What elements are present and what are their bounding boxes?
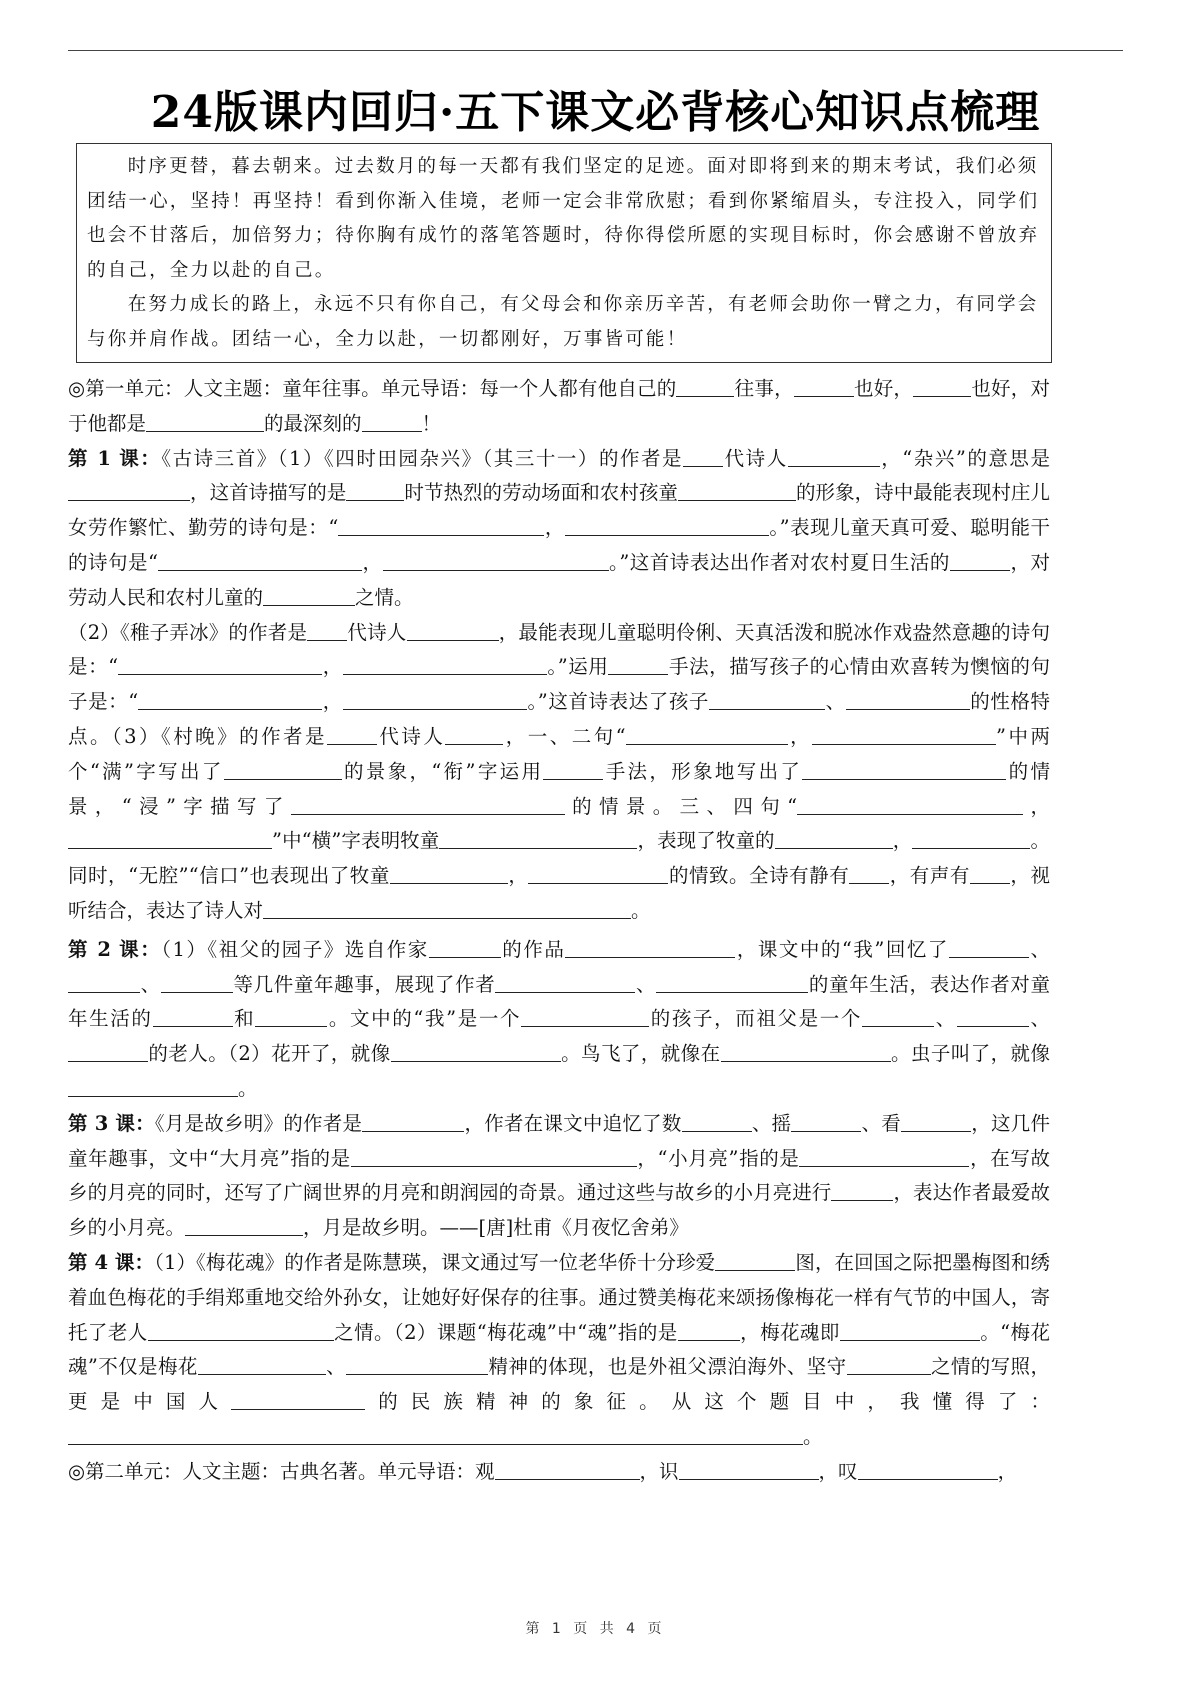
intro-paragraph: 在努力成长的路上，永远不只有你自己，有父母会和你亲历辛苦，有老师会助你一臂之力，有同学会与你并肩作战。团结一心，全力以赴，一切都刚好，万事皆可能！ — [87, 294, 1039, 350]
fill-blank[interactable] — [68, 1424, 803, 1445]
fill-blank[interactable] — [970, 864, 1010, 885]
fill-blank[interactable] — [138, 690, 322, 711]
unit1-section: ◎第一单元：人文主题：童年往事。单元导语：每一个人都有他自己的 往事， 也好， 也好，对于他都是 的最深刻的 ！ — [68, 377, 1050, 435]
lesson3-section: 第 3 课：《月是故乡明》的作者是 ，作者在课文中追忆了数 、摇 、看 ，这几件童年趣事，文中“大月亮”指的是 ，“小月亮”指的是 ，在写故乡的月亮的同时，还写了广阔世界的月亮和朗润园的奇景。通过这些与故乡的小月亮进行 ，表达作者最爱故乡的小月亮。 ，月是故乡明。——[唐]杜甫《月夜忆舍弟》 — [68, 1111, 1050, 1240]
fill-blank[interactable] — [682, 1111, 752, 1132]
fill-blank[interactable] — [794, 377, 854, 398]
fill-blank[interactable] — [521, 1007, 649, 1028]
fill-blank[interactable] — [343, 655, 547, 676]
intro-box — [76, 143, 1052, 363]
fill-blank[interactable] — [161, 972, 233, 993]
fill-blank[interactable] — [847, 1355, 931, 1376]
unit2-section: ◎第二单元：人文主题：古典名著。单元导语：观 ，识 ，叹 ， — [68, 1459, 1018, 1483]
fill-blank[interactable] — [543, 759, 603, 780]
fill-blank[interactable] — [721, 1042, 891, 1063]
intro-paragraph: 时序更替，暮去朝来。过去数月的每一天都有我们坚定的足迹。面对即将到来的期末考试，我们必须团结一心，坚持！再坚持！看到你渐入佳境，老师一定会非常欣慰；看到你紧缩眉头，专注投入，同学们也会不甘落后，加倍努力；待你胸有成竹的落笔答题时，待你得偿所愿的实现目标时，你会感谢不曾放弃的自己，全力以赴的自己。 — [87, 156, 1040, 281]
fill-blank[interactable] — [791, 1111, 861, 1132]
fill-blank[interactable] — [957, 1007, 1029, 1028]
fill-blank[interactable] — [656, 972, 808, 993]
fill-blank[interactable] — [715, 1250, 795, 1271]
fill-blank[interactable] — [775, 829, 893, 850]
fill-blank[interactable] — [840, 1320, 980, 1341]
fill-blank[interactable] — [565, 937, 735, 958]
fill-blank[interactable] — [307, 620, 347, 641]
fill-blank[interactable] — [68, 829, 272, 850]
fill-blank[interactable] — [429, 937, 501, 958]
fill-blank[interactable] — [338, 516, 544, 537]
fill-blank[interactable] — [263, 585, 355, 606]
fill-blank[interactable] — [678, 481, 796, 502]
lesson4-label: 第 4 课： — [68, 1250, 155, 1274]
fill-blank[interactable] — [118, 655, 322, 676]
fill-blank[interactable] — [950, 550, 1010, 571]
fill-blank[interactable] — [495, 1459, 640, 1480]
page-title: 24版课内回归·五下课文必背核心知识点梳理 — [150, 87, 1041, 138]
fill-blank[interactable] — [812, 724, 996, 745]
fill-blank[interactable] — [846, 690, 970, 711]
fill-blank[interactable] — [362, 1111, 464, 1132]
fill-blank[interactable] — [626, 724, 788, 745]
fill-blank[interactable] — [263, 898, 631, 919]
fill-blank[interactable] — [683, 446, 723, 467]
fill-blank[interactable] — [153, 1007, 233, 1028]
fill-blank[interactable] — [949, 937, 1029, 958]
fill-blank[interactable] — [678, 1320, 740, 1341]
fill-blank[interactable] — [351, 1146, 637, 1167]
fill-blank[interactable] — [802, 759, 1006, 780]
page-number: 第 1 页 共 4 页 — [525, 1621, 666, 1637]
fill-blank[interactable] — [679, 1459, 819, 1480]
fill-blank[interactable] — [383, 550, 609, 571]
fill-blank[interactable] — [799, 1146, 969, 1167]
fill-blank[interactable] — [797, 794, 1023, 815]
fill-blank[interactable] — [445, 724, 503, 745]
fill-blank[interactable] — [291, 794, 565, 815]
lesson3-label: 第 3 课： — [68, 1111, 155, 1135]
fill-blank[interactable] — [528, 864, 668, 885]
fill-blank[interactable] — [858, 1459, 998, 1480]
fill-blank[interactable] — [68, 972, 140, 993]
fill-blank[interactable] — [495, 972, 635, 993]
fill-blank[interactable] — [346, 1355, 488, 1376]
fill-blank[interactable] — [439, 829, 637, 850]
fill-blank[interactable] — [255, 1007, 327, 1028]
fill-blank[interactable] — [343, 690, 527, 711]
fill-blank[interactable] — [407, 620, 499, 641]
fill-blank[interactable] — [849, 864, 889, 885]
fill-blank[interactable] — [565, 516, 769, 537]
fill-blank[interactable] — [676, 377, 734, 398]
lesson1-label: 第 1 课： — [68, 446, 162, 470]
worksheet-body — [68, 372, 1050, 1490]
fill-blank[interactable] — [391, 1042, 561, 1063]
fill-blank[interactable] — [146, 411, 264, 432]
fill-blank[interactable] — [901, 1111, 971, 1132]
fill-blank[interactable] — [185, 1216, 303, 1237]
fill-blank[interactable] — [224, 759, 342, 780]
fill-blank[interactable] — [913, 377, 971, 398]
lesson2-label: 第 2 课： — [68, 937, 162, 961]
fill-blank[interactable] — [68, 1076, 238, 1097]
fill-blank[interactable] — [327, 724, 377, 745]
lesson1-section: 第 1 课：《古诗三首》（1）《四时田园杂兴》（其三十一）的作者是 代诗人 ，“杂兴”的意思是，这首诗描写的是 时节热烈的劳动场面和农村孩童 的形象，诗中最能表现村庄儿女劳作繁忙、勤劳的诗句是：“ ， 。”表现儿童天真可爱、聪明能干的诗句是“ ， 。”这首诗表达出作者对农村夏日生活的 ，对劳动人民和农村儿童的 之情。 （2）《稚子弄冰》的作者是 代诗人 ，最能表现儿童聪明伶俐、天真活泼和脱冰作戏盎然意趣的诗句是：“ ， 。”运用 手法，描写孩子的心情由欢喜转为懊恼的句子是：“ ， 。”这首诗表达了孩子 、 的性格特点。（3）《村晚》的作者是 代诗人 ，一、二句“ ， ”中两个“满”字写出了 的景象，“衔”字运用 手法，形象地写出了 的情景，“浸”字描写了 的情景。三、四句“ ，”中“横”字表明牧童 ，表现了牧童的 ， 。同时，“无腔”“信口”也表现出了牧童 ， 的情致。全诗有静有 ，有声有 ，视听结合，表达了诗人对 。 — [68, 446, 1050, 922]
fill-blank[interactable] — [862, 1007, 934, 1028]
unit2-heading: ◎第二单元：人文主题：古典名著。单元导语： — [68, 1459, 476, 1483]
fill-blank[interactable] — [231, 1390, 365, 1411]
fill-blank[interactable] — [912, 829, 1030, 850]
fill-blank[interactable] — [198, 1355, 326, 1376]
fill-blank[interactable] — [158, 550, 362, 571]
unit1-heading: ◎第一单元：人文主题：童年往事。单元导语： — [68, 377, 480, 400]
header-rule — [68, 50, 1123, 51]
fill-blank[interactable] — [68, 1042, 148, 1063]
fill-blank[interactable] — [831, 1181, 893, 1202]
lesson4-section: 第 4 课：（1）《梅花魂》的作者是陈慧瑛，课文通过写一位老华侨十分珍爱 图，在回国之际把墨梅图和绣着血色梅花的手绢郑重地交给外孙女，让她好好保存的往事。通过赞美梅花来颂扬像梅花一样有气节的中国人，寄托了老人 之情。（2）课题“梅花魂”中“魂”指的是 ，梅花魂即 。“梅花魂”不仅是梅花 、 精神的体现，也是外祖父漂泊海外、坚守 之情的写照，更是中国人 的民族精神的象征。从这个题目中，我懂得了：。 — [68, 1250, 1050, 1448]
fill-blank[interactable] — [346, 481, 404, 502]
fill-blank[interactable] — [68, 481, 190, 502]
fill-blank[interactable] — [788, 446, 880, 467]
fill-blank[interactable] — [148, 1320, 334, 1341]
fill-blank[interactable] — [608, 655, 668, 676]
fill-blank[interactable] — [709, 690, 825, 711]
lesson2-section: 第 2 课：（1）《祖父的园子》选自作家 的作品 ，课文中的“我”回忆了 、、 等几件童年趣事，展现了作者 、 的童年生活，表达作者对童年生活的 和 。文中的“我”是一个 的孩子，而祖父是一个 、 、的老人。（2）花开了，就像 。鸟飞了，就像在 。虫子叫了，就像。 — [68, 937, 1050, 1100]
fill-blank[interactable] — [362, 411, 422, 432]
fill-blank[interactable] — [390, 864, 508, 885]
